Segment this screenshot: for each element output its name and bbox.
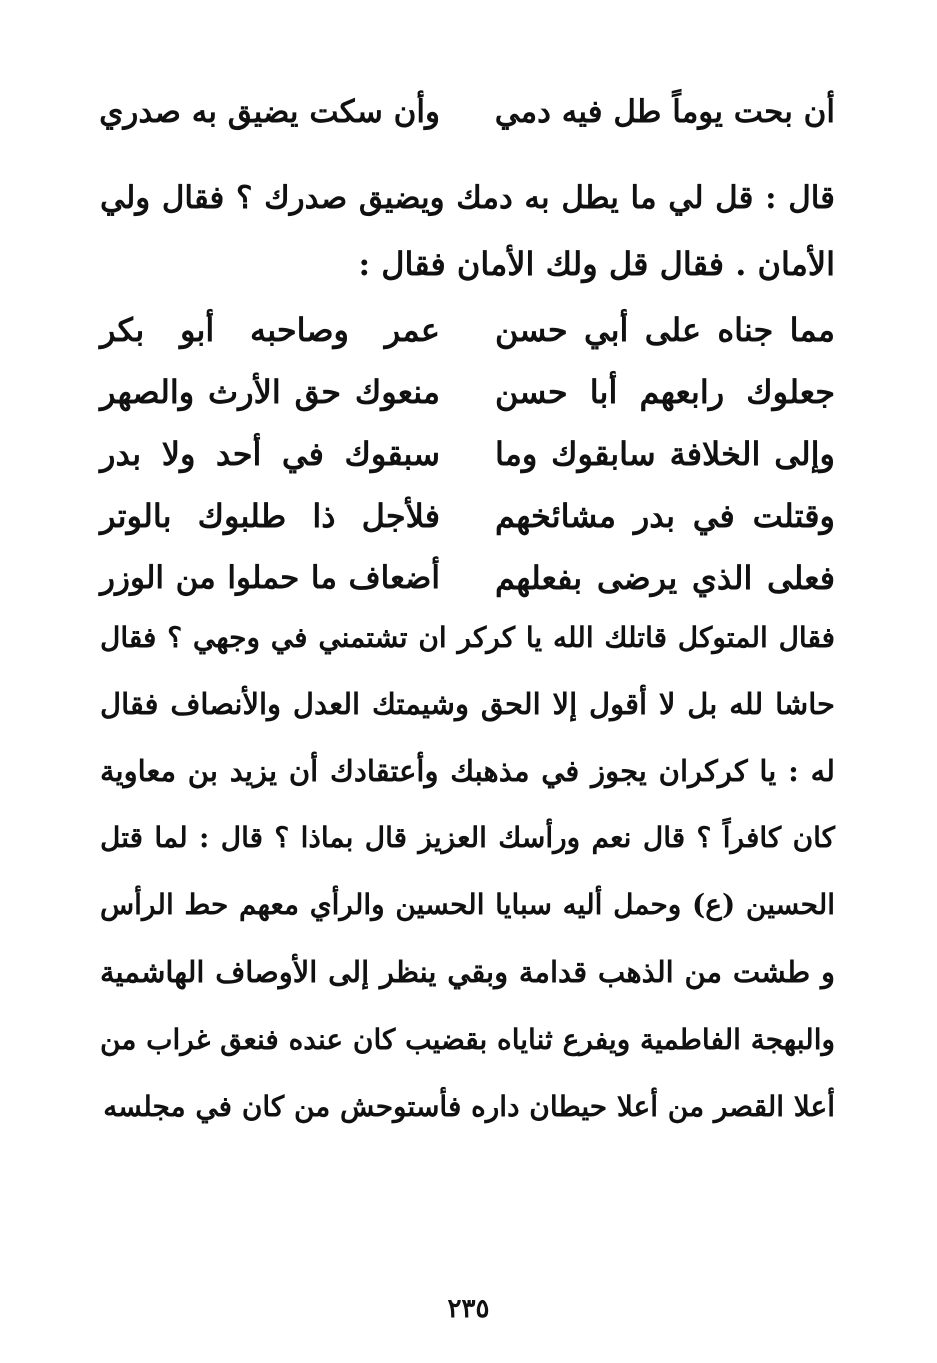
verse-first-hemistich: مما جناه على أبي حسن [495, 311, 835, 349]
prose-line: و طشت من الذهب قدامة وبقي ينظر إلى الأوصاف الهاشمية [100, 955, 835, 989]
prose-line: الحسين (ع) وحمل أليه سبايا الحسين والرأي معهم حط الرأس [100, 888, 835, 921]
poem-verse [100, 424, 835, 484]
verse-first-hemistich: فعلى الذي يرضى بفعلهم [495, 559, 835, 597]
prose-line: فقال المتوكل قاتلك الله يا كركر ان تشتمني في وجهي ؟ فقال [100, 621, 835, 654]
poem-verse [100, 362, 835, 422]
prose-line: أعلا القصر من أعلا حيطان داره فأستوحش من كان في مجلسه [103, 1090, 835, 1123]
verse-second-hemistich: فلأجل ذا طلبوك بالوتر [100, 497, 440, 535]
verse-second-hemistich: أضعاف ما حملوا من الوزر [100, 560, 440, 596]
verse-first-hemistich: وقتلت في بدر مشائخهم [495, 497, 835, 535]
prose-line: الأمان . فقال قل ولك الأمان فقال : [358, 245, 835, 283]
page-number: ٢٣٥ [447, 1294, 490, 1324]
prose-line: له : يا كركران يجوز في مذهبك وأعتقادك أن يزيد بن معاوية [100, 754, 835, 788]
verse-second-hemistich: عمر وصاحبه أبو بكر [100, 311, 440, 349]
verse-first-hemistich: وإلى الخلافة سابقوك وما [495, 435, 835, 473]
prose-line: قال : قل لي ما يطل به دمك ويضيق صدرك ؟ فقال ولي [100, 180, 835, 216]
prose-line: حاشا لله بل لا أقول إلا الحق وشيمتك العدل والأنصاف فقال [100, 687, 835, 721]
prose-line: كان كافراً ؟ قال نعم ورأسك العزيز قال بماذا ؟ قال : لما قتل [100, 821, 835, 854]
poem-verse [100, 548, 835, 608]
prose-line: والبهجة الفاطمية ويفرع ثناياه بقضيب كان عنده فنعق غراب من [100, 1023, 835, 1056]
opening-verse [100, 82, 835, 142]
verse-second-hemistich: منعوك حق الأرث والصهر [100, 373, 440, 411]
verse-second-hemistich: وأن سكت يضيق به صدري [99, 94, 440, 130]
verse-first-hemistich: جعلوك رابعهم أبا حسن [495, 373, 835, 411]
verse-first-hemistich: أن بحت يوماً طل فيه دمي [494, 94, 835, 130]
poem-verse [100, 486, 835, 546]
poem-verse [100, 300, 835, 360]
verse-second-hemistich: سبقوك في أحد ولا بدر [100, 435, 440, 473]
